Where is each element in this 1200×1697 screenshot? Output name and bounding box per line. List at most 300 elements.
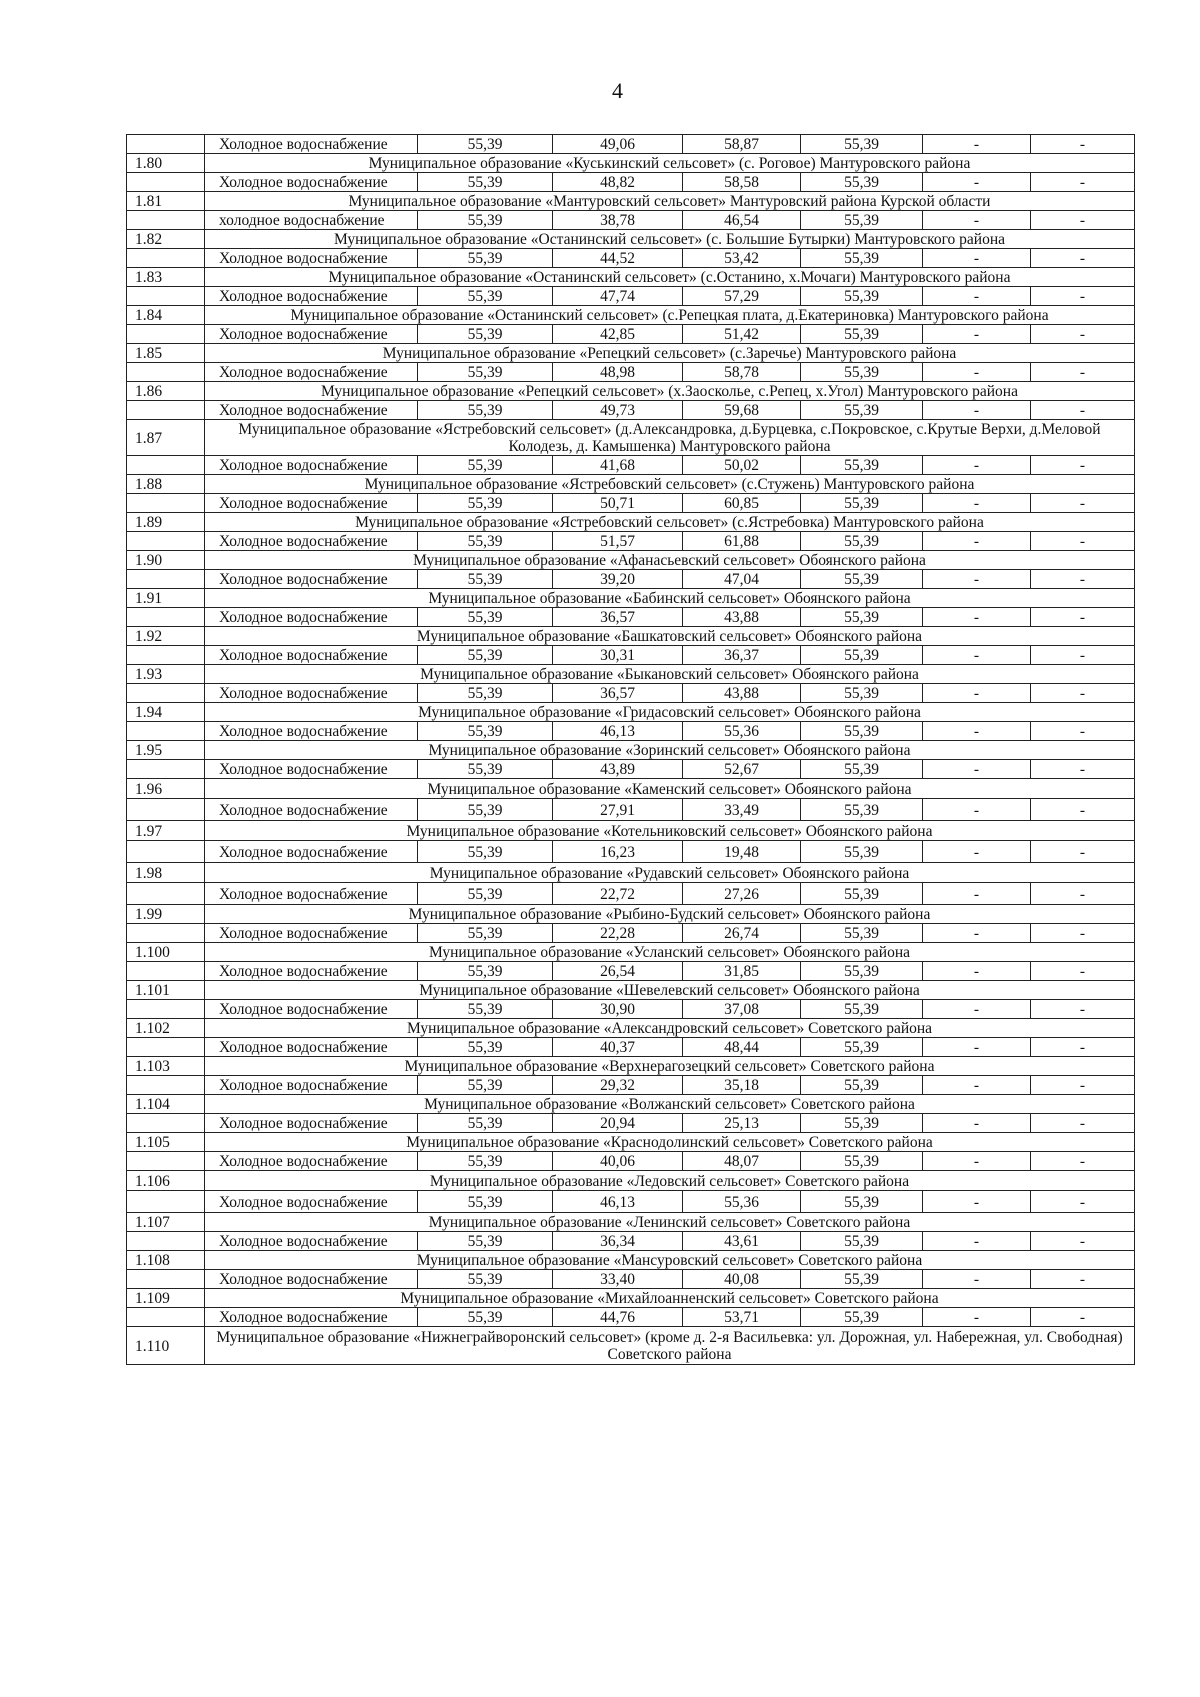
tariff-value: 36,57 xyxy=(553,608,683,627)
service-name: Холодное водоснабжение xyxy=(205,760,418,779)
service-name: Холодное водоснабжение xyxy=(205,1191,418,1213)
tariff-value: 55,39 xyxy=(418,883,553,905)
tariff-row xyxy=(127,1038,1135,1057)
municipality-row xyxy=(127,779,1135,799)
tariff-value: 61,88 xyxy=(683,532,801,551)
tariff-value: 55,39 xyxy=(801,608,923,627)
tariff-row xyxy=(127,211,1135,230)
tariff-value: 60,85 xyxy=(683,494,801,513)
tariff-dash: - xyxy=(923,363,1031,382)
tariff-value: 55,39 xyxy=(801,363,923,382)
tariff-value: 43,88 xyxy=(683,608,801,627)
tariff-table-body xyxy=(127,135,1135,1365)
municipality-row xyxy=(127,1057,1135,1076)
municipality-name: Муниципальное образование «Каменский сельсовет» Обоянского района xyxy=(205,779,1135,799)
tariff-dash: - xyxy=(923,1152,1031,1171)
tariff-dash: - xyxy=(1031,1038,1135,1057)
tariff-row xyxy=(127,1232,1135,1251)
tariff-value: 44,76 xyxy=(553,1308,683,1327)
municipality-row xyxy=(127,475,1135,494)
tariff-value: 49,06 xyxy=(553,135,683,154)
municipality-name: Муниципальное образование «Куськинский сельсовет» (с. Роговое) Мантуровского района xyxy=(205,154,1135,173)
tariff-value: 55,39 xyxy=(801,1076,923,1095)
tariff-value: 30,31 xyxy=(553,646,683,665)
tariff-value: 46,13 xyxy=(553,722,683,741)
service-name: Холодное водоснабжение xyxy=(205,401,418,420)
municipality-name: Муниципальное образование «Афанасьевский сельсовет» Обоянского района xyxy=(205,551,1135,570)
municipality-row xyxy=(127,1289,1135,1308)
tariff-dash: - xyxy=(923,211,1031,230)
tariff-dash: - xyxy=(1031,962,1135,981)
tariff-value: 55,39 xyxy=(418,325,553,344)
tariff-value: 33,40 xyxy=(553,1270,683,1289)
tariff-row xyxy=(127,494,1135,513)
tariff-value: 58,58 xyxy=(683,173,801,192)
tariff-value: 20,94 xyxy=(553,1114,683,1133)
tariff-dash: - xyxy=(1031,249,1135,268)
row-number: 1.87 xyxy=(127,420,205,456)
tariff-row xyxy=(127,924,1135,943)
tariff-dash: - xyxy=(1031,1308,1135,1327)
municipality-name: Муниципальное образование «Гридасовский сельсовет» Обоянского района xyxy=(205,703,1135,722)
tariff-dash: - xyxy=(1031,841,1135,863)
tariff-value: 55,39 xyxy=(801,1232,923,1251)
row-number-blank xyxy=(127,456,205,475)
service-name: Холодное водоснабжение xyxy=(205,1152,418,1171)
row-number-blank xyxy=(127,1114,205,1133)
tariff-value: 55,39 xyxy=(418,1076,553,1095)
tariff-value: 55,39 xyxy=(801,570,923,589)
municipality-row xyxy=(127,627,1135,646)
service-name: Холодное водоснабжение xyxy=(205,1038,418,1057)
row-number: 1.101 xyxy=(127,981,205,1000)
tariff-value: 55,39 xyxy=(801,1000,923,1019)
municipality-row xyxy=(127,981,1135,1000)
row-number: 1.108 xyxy=(127,1251,205,1270)
tariff-value: 51,57 xyxy=(553,532,683,551)
tariff-value: 55,39 xyxy=(801,532,923,551)
municipality-name: Муниципальное образование «Нижнеграйворонский сельсовет» (кроме д. 2-я Васильевка: ул. Дорожная, ул. Набережная, ул. Свободная) Советского района xyxy=(205,1327,1135,1365)
tariff-value: 41,68 xyxy=(553,456,683,475)
service-name: Холодное водоснабжение xyxy=(205,799,418,821)
tariff-value: 53,71 xyxy=(683,1308,801,1327)
municipality-name: Муниципальное образование «Ледовский сельсовет» Советского района xyxy=(205,1171,1135,1191)
tariff-value: 55,39 xyxy=(801,456,923,475)
tariff-value: 55,39 xyxy=(418,722,553,741)
tariff-dash: - xyxy=(1031,684,1135,703)
tariff-value: 55,39 xyxy=(418,532,553,551)
row-number: 1.86 xyxy=(127,382,205,401)
tariff-value: 31,85 xyxy=(683,962,801,981)
tariff-row xyxy=(127,532,1135,551)
tariff-value: 39,20 xyxy=(553,570,683,589)
tariff-value: 49,73 xyxy=(553,401,683,420)
tariff-value: 55,39 xyxy=(801,1114,923,1133)
row-number: 1.90 xyxy=(127,551,205,570)
tariff-value: 53,42 xyxy=(683,249,801,268)
service-name: Холодное водоснабжение xyxy=(205,135,418,154)
tariff-value: 22,72 xyxy=(553,883,683,905)
row-number-blank xyxy=(127,799,205,821)
municipality-name: Муниципальное образование «Репецкий сельсовет» (с.Заречье) Мантуровского района xyxy=(205,344,1135,363)
tariff-value: 55,39 xyxy=(418,841,553,863)
tariff-dash: - xyxy=(923,401,1031,420)
municipality-name: Муниципальное образование «Ленинский сельсовет» Советского района xyxy=(205,1213,1135,1232)
tariff-value: 55,39 xyxy=(418,1038,553,1057)
row-number-blank xyxy=(127,287,205,306)
row-number-blank xyxy=(127,1232,205,1251)
tariff-value: 46,54 xyxy=(683,211,801,230)
municipality-row xyxy=(127,154,1135,173)
tariff-row xyxy=(127,570,1135,589)
tariff-dash: - xyxy=(1031,646,1135,665)
tariff-value: 43,89 xyxy=(553,760,683,779)
tariff-value: 58,78 xyxy=(683,363,801,382)
tariff-value: 55,39 xyxy=(418,1152,553,1171)
municipality-name: Муниципальное образование «Шевелевский сельсовет» Обоянского района xyxy=(205,981,1135,1000)
tariff-value: 55,39 xyxy=(418,1232,553,1251)
service-name: Холодное водоснабжение xyxy=(205,456,418,475)
municipality-name: Муниципальное образование «Александровский сельсовет» Советского района xyxy=(205,1019,1135,1038)
tariff-dash: - xyxy=(923,1270,1031,1289)
tariff-value: 27,91 xyxy=(553,799,683,821)
tariff-row xyxy=(127,841,1135,863)
tariff-value: 55,39 xyxy=(418,962,553,981)
tariff-row xyxy=(127,883,1135,905)
tariff-row xyxy=(127,1191,1135,1213)
tariff-value: 42,85 xyxy=(553,325,683,344)
tariff-row xyxy=(127,1152,1135,1171)
tariff-dash: - xyxy=(923,456,1031,475)
tariff-dash: - xyxy=(923,1038,1031,1057)
service-name: Холодное водоснабжение xyxy=(205,287,418,306)
municipality-row xyxy=(127,192,1135,211)
row-number: 1.98 xyxy=(127,863,205,883)
tariff-value: 51,42 xyxy=(683,325,801,344)
tariff-value: 26,54 xyxy=(553,962,683,981)
tariff-dash: - xyxy=(923,883,1031,905)
service-name: Холодное водоснабжение xyxy=(205,1232,418,1251)
tariff-row xyxy=(127,646,1135,665)
service-name: Холодное водоснабжение xyxy=(205,962,418,981)
row-number-blank xyxy=(127,1152,205,1171)
row-number: 1.89 xyxy=(127,513,205,532)
tariff-dash: - xyxy=(923,1000,1031,1019)
tariff-value: 38,78 xyxy=(553,211,683,230)
tariff-value: 16,23 xyxy=(553,841,683,863)
row-number-blank xyxy=(127,646,205,665)
municipality-name: Муниципальное образование «Ястребовский сельсовет» (с.Ястребовка) Мантуровского района xyxy=(205,513,1135,532)
service-name: Холодное водоснабжение xyxy=(205,570,418,589)
tariff-dash: - xyxy=(923,1114,1031,1133)
tariff-value: 50,02 xyxy=(683,456,801,475)
tariff-value: 55,39 xyxy=(418,363,553,382)
row-number: 1.82 xyxy=(127,230,205,249)
tariff-value: 36,34 xyxy=(553,1232,683,1251)
row-number: 1.83 xyxy=(127,268,205,287)
tariff-dash: - xyxy=(923,287,1031,306)
tariff-dash: - xyxy=(923,532,1031,551)
tariff-value: 48,07 xyxy=(683,1152,801,1171)
tariff-value: 55,39 xyxy=(418,456,553,475)
tariff-row xyxy=(127,287,1135,306)
row-number-blank xyxy=(127,684,205,703)
municipality-row xyxy=(127,1095,1135,1114)
tariff-value: 55,39 xyxy=(801,173,923,192)
tariff-value: 55,39 xyxy=(801,799,923,821)
tariff-dash: - xyxy=(923,962,1031,981)
tariff-dash: - xyxy=(1031,760,1135,779)
row-number: 1.102 xyxy=(127,1019,205,1038)
service-name: Холодное водоснабжение xyxy=(205,363,418,382)
municipality-name: Муниципальное образование «Ястребовский сельсовет» (д.Александровка, д.Бурцевка, с.Покровское, с.Крутые Верхи, д.Меловой Колодезь, д. Камышенка) Мантуровского района xyxy=(205,420,1135,456)
municipality-row xyxy=(127,306,1135,325)
row-number-blank xyxy=(127,1308,205,1327)
municipality-row xyxy=(127,420,1135,456)
tariff-row xyxy=(127,363,1135,382)
tariff-value: 43,61 xyxy=(683,1232,801,1251)
tariff-value: 27,26 xyxy=(683,883,801,905)
row-number-blank xyxy=(127,924,205,943)
tariff-value: 55,36 xyxy=(683,1191,801,1213)
municipality-row xyxy=(127,344,1135,363)
tariff-value: 55,39 xyxy=(418,494,553,513)
tariff-dash: - xyxy=(1031,1114,1135,1133)
tariff-value: 55,39 xyxy=(418,211,553,230)
tariff-dash: - xyxy=(1031,287,1135,306)
tariff-dash: - xyxy=(1031,1152,1135,1171)
municipality-row xyxy=(127,589,1135,608)
tariff-dash: - xyxy=(1031,363,1135,382)
municipality-name: Муниципальное образование «Башкатовский сельсовет» Обоянского района xyxy=(205,627,1135,646)
row-number: 1.100 xyxy=(127,943,205,962)
municipality-row xyxy=(127,703,1135,722)
row-number: 1.99 xyxy=(127,905,205,924)
tariff-value: 55,39 xyxy=(801,1191,923,1213)
municipality-name: Муниципальное образование «Волжанский сельсовет» Советского района xyxy=(205,1095,1135,1114)
tariff-row xyxy=(127,684,1135,703)
tariff-dash: - xyxy=(923,924,1031,943)
row-number-blank xyxy=(127,401,205,420)
municipality-row xyxy=(127,230,1135,249)
municipality-row xyxy=(127,1213,1135,1232)
row-number: 1.104 xyxy=(127,1095,205,1114)
page-number: 4 xyxy=(612,78,623,103)
municipality-row xyxy=(127,382,1135,401)
tariff-value: 55,39 xyxy=(801,249,923,268)
tariff-value: 47,04 xyxy=(683,570,801,589)
tariff-dash: - xyxy=(1031,173,1135,192)
row-number: 1.95 xyxy=(127,741,205,760)
tariff-value: 55,39 xyxy=(801,760,923,779)
municipality-name: Муниципальное образование «Рудавский сельсовет» Обоянского района xyxy=(205,863,1135,883)
municipality-row xyxy=(127,905,1135,924)
row-number-blank xyxy=(127,1000,205,1019)
tariff-value: 55,39 xyxy=(801,883,923,905)
tariff-value: 55,39 xyxy=(801,684,923,703)
tariff-dash: - xyxy=(923,646,1031,665)
row-number-blank xyxy=(127,1038,205,1057)
tariff-value: 36,37 xyxy=(683,646,801,665)
tariff-dash: - xyxy=(1031,494,1135,513)
tariff-value: 55,39 xyxy=(418,1114,553,1133)
tariff-dash: - xyxy=(923,325,1031,344)
row-number-blank xyxy=(127,211,205,230)
service-name: Холодное водоснабжение xyxy=(205,494,418,513)
tariff-dash: - xyxy=(1031,1232,1135,1251)
tariff-value: 55,39 xyxy=(418,173,553,192)
tariff-value: 40,37 xyxy=(553,1038,683,1057)
service-name: Холодное водоснабжение xyxy=(205,608,418,627)
row-number-blank xyxy=(127,1191,205,1213)
row-number: 1.97 xyxy=(127,821,205,841)
municipality-row xyxy=(127,268,1135,287)
tariff-dash: - xyxy=(1031,1270,1135,1289)
tariff-row xyxy=(127,722,1135,741)
tariff-dash: - xyxy=(923,799,1031,821)
tariff-dash: - xyxy=(1031,1076,1135,1095)
tariff-value: 43,88 xyxy=(683,684,801,703)
row-number: 1.92 xyxy=(127,627,205,646)
row-number: 1.109 xyxy=(127,1289,205,1308)
row-number-blank xyxy=(127,532,205,551)
tariff-value: 55,39 xyxy=(418,760,553,779)
municipality-name: Муниципальное образование «Бабинский сельсовет» Обоянского района xyxy=(205,589,1135,608)
tariff-value: 48,82 xyxy=(553,173,683,192)
municipality-name: Муниципальное образование «Усланский сельсовет» Обоянского района xyxy=(205,943,1135,962)
tariff-dash: - xyxy=(923,608,1031,627)
municipality-row xyxy=(127,513,1135,532)
tariff-value: 55,39 xyxy=(801,1270,923,1289)
tariff-value: 22,28 xyxy=(553,924,683,943)
municipality-name: Муниципальное образование «Быкановский сельсовет» Обоянского района xyxy=(205,665,1135,684)
tariff-value: 55,39 xyxy=(418,287,553,306)
tariff-value: 59,68 xyxy=(683,401,801,420)
service-name: Холодное водоснабжение xyxy=(205,1270,418,1289)
tariff-row xyxy=(127,962,1135,981)
tariff-dash: - xyxy=(1031,532,1135,551)
tariff-dash: - xyxy=(1031,608,1135,627)
municipality-row xyxy=(127,551,1135,570)
row-number: 1.88 xyxy=(127,475,205,494)
tariff-value: 48,44 xyxy=(683,1038,801,1057)
tariff-row xyxy=(127,1114,1135,1133)
row-number-blank xyxy=(127,494,205,513)
tariff-value: 55,39 xyxy=(418,1191,553,1213)
tariff-row xyxy=(127,1308,1135,1327)
service-name: Холодное водоснабжение xyxy=(205,646,418,665)
tariff-row xyxy=(127,173,1135,192)
service-name: Холодное водоснабжение xyxy=(205,722,418,741)
row-number: 1.103 xyxy=(127,1057,205,1076)
tariff-dash: - xyxy=(1031,401,1135,420)
tariff-dash: - xyxy=(1031,211,1135,230)
tariff-value: 55,39 xyxy=(801,287,923,306)
tariff-value: 55,39 xyxy=(801,1308,923,1327)
tariff-dash: - xyxy=(1031,570,1135,589)
tariff-dash: - xyxy=(923,570,1031,589)
municipality-row xyxy=(127,1133,1135,1152)
row-number: 1.110 xyxy=(127,1327,205,1365)
tariff-dash: - xyxy=(1031,456,1135,475)
tariff-value: 55,39 xyxy=(801,962,923,981)
row-number-blank xyxy=(127,135,205,154)
municipality-row xyxy=(127,1019,1135,1038)
row-number-blank xyxy=(127,570,205,589)
municipality-name: Муниципальное образование «Останинский сельсовет» (с.Репецкая плата, д.Екатериновка) Мантуровского района xyxy=(205,306,1135,325)
municipality-name: Муниципальное образование «Останинский сельсовет» (с. Большие Бутырки) Мантуровского района xyxy=(205,230,1135,249)
tariff-value: 36,57 xyxy=(553,684,683,703)
row-number-blank xyxy=(127,883,205,905)
municipality-name: Муниципальное образование «Рыбино-Будский сельсовет» Обоянского района xyxy=(205,905,1135,924)
tariff-row xyxy=(127,799,1135,821)
municipality-name: Муниципальное образование «Котельниковский сельсовет» Обоянского района xyxy=(205,821,1135,841)
row-number: 1.105 xyxy=(127,1133,205,1152)
tariff-row xyxy=(127,1000,1135,1019)
tariff-value: 33,49 xyxy=(683,799,801,821)
service-name: Холодное водоснабжение xyxy=(205,532,418,551)
tariff-value: 55,39 xyxy=(801,646,923,665)
tariff-value: 55,39 xyxy=(418,1000,553,1019)
tariff-value: 55,39 xyxy=(418,135,553,154)
row-number: 1.96 xyxy=(127,779,205,799)
service-name: Холодное водоснабжение xyxy=(205,1308,418,1327)
tariff-value: 55,39 xyxy=(418,799,553,821)
tariff-value: 55,39 xyxy=(418,684,553,703)
tariff-value: 55,36 xyxy=(683,722,801,741)
row-number-blank xyxy=(127,325,205,344)
tariff-dash: - xyxy=(923,684,1031,703)
tariff-row xyxy=(127,760,1135,779)
tariff-value: 58,87 xyxy=(683,135,801,154)
tariff-dash: - xyxy=(1031,1000,1135,1019)
municipality-name: Муниципальное образование «Зоринский сельсовет» Обоянского района xyxy=(205,741,1135,760)
municipality-name: Муниципальное образование «Михайлоанненский сельсовет» Советского района xyxy=(205,1289,1135,1308)
tariff-dash: - xyxy=(1031,135,1135,154)
row-number-blank xyxy=(127,363,205,382)
tariff-value: 55,39 xyxy=(418,608,553,627)
tariff-value: 35,18 xyxy=(683,1076,801,1095)
tariff-dash: - xyxy=(923,1308,1031,1327)
tariff-row xyxy=(127,135,1135,154)
row-number: 1.81 xyxy=(127,192,205,211)
tariff-dash: - xyxy=(923,173,1031,192)
tariff-dash: - xyxy=(923,135,1031,154)
tariff-dash: - xyxy=(1031,1191,1135,1213)
tariff-row xyxy=(127,1076,1135,1095)
service-name: Холодное водоснабжение xyxy=(205,883,418,905)
service-name: Холодное водоснабжение xyxy=(205,249,418,268)
municipality-row xyxy=(127,821,1135,841)
tariff-dash: - xyxy=(1031,799,1135,821)
tariff-value: 37,08 xyxy=(683,1000,801,1019)
municipality-row xyxy=(127,943,1135,962)
tariff-dash: - xyxy=(923,841,1031,863)
tariff-dash: - xyxy=(1031,883,1135,905)
row-number-blank xyxy=(127,249,205,268)
tariff-table xyxy=(126,134,1135,1365)
municipality-row xyxy=(127,863,1135,883)
municipality-name: Муниципальное образование «Мантуровский сельсовет» Мантуровский района Курской области xyxy=(205,192,1135,211)
tariff-value: 46,13 xyxy=(553,1191,683,1213)
municipality-row xyxy=(127,741,1135,760)
row-number: 1.94 xyxy=(127,703,205,722)
municipality-name: Муниципальное образование «Репецкий сельсовет» (х.Заосколье, с.Репец, х.Угол) Мантуровского района xyxy=(205,382,1135,401)
tariff-value: 48,98 xyxy=(553,363,683,382)
tariff-value: 19,48 xyxy=(683,841,801,863)
municipality-row xyxy=(127,665,1135,684)
tariff-value: 50,71 xyxy=(553,494,683,513)
